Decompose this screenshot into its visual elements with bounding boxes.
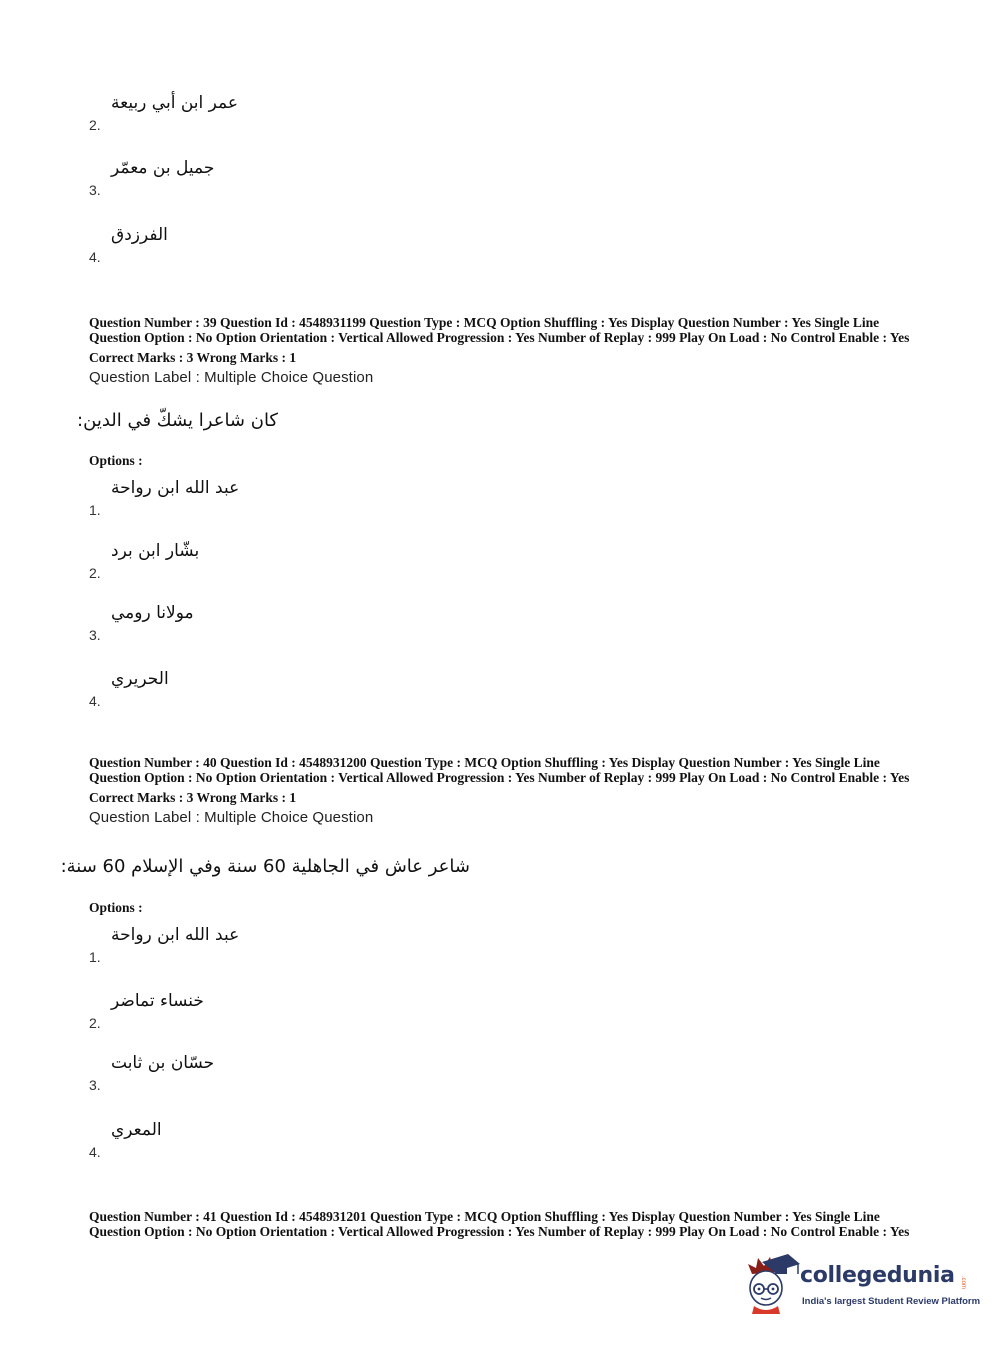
question-marks: Correct Marks : 3 Wrong Marks : 1	[89, 790, 297, 806]
option-number: 2.	[89, 565, 101, 581]
question-40-text: شاعر عاش في الجاهلية 60 سنة وفي الإسلام 60 سنة:	[60, 856, 470, 877]
question-marks: Correct Marks : 3 Wrong Marks : 1	[89, 350, 297, 366]
option-text: الحريري	[111, 669, 169, 689]
mascot-icon	[742, 1252, 802, 1314]
question-40-option-3	[89, 1053, 289, 1093]
collegedunia-logo	[742, 1252, 981, 1314]
option-text: الفرزدق	[111, 225, 168, 245]
question-label: Question Label : Multiple Choice Question	[89, 369, 374, 387]
option-number: 4.	[89, 249, 101, 265]
question-39-option-4	[89, 669, 289, 709]
option-number: 1.	[89, 949, 101, 965]
question-40-option-1	[89, 925, 289, 965]
option-text: عبد الله ابن رواحة	[111, 478, 240, 498]
options-heading: Options :	[89, 900, 143, 915]
logo-com: .com	[960, 1276, 966, 1290]
option-number: 2.	[89, 117, 101, 133]
question-40-option-4	[89, 1120, 289, 1160]
question-39-option-1	[89, 478, 289, 518]
option-text: عمر ابن أبي ربيعة	[111, 93, 238, 113]
option-text: المعري	[111, 1120, 162, 1140]
option-text: بشّار ابن برد	[111, 541, 200, 561]
question-meta: Question Number : 39 Question Id : 4548931199 Question Type : MCQ Option Shuffling : Yes Display Question Number : Yes Single Line Question Option : No Option Orientation : Vertical Allowed Progression : Yes Number of Replay : 999 Play On Load : No Control Enable : Yes	[89, 315, 910, 345]
question-meta: Question Number : 41 Question Id : 4548931201 Question Type : MCQ Option Shuffling : Yes Display Question Number : Yes Single Line Question Option : No Option Orientation : Vertical Allowed Progression : Yes Number of Replay : 999 Play On Load : No Control Enable : Yes	[89, 1209, 910, 1239]
logo-tagline: India's largest Student Review Platform	[802, 1296, 981, 1307]
logo-wordmark: collegedunia	[800, 1263, 955, 1288]
question-39-option-2	[89, 541, 289, 581]
question-39-option-3	[89, 603, 289, 643]
carryover-option-2	[89, 93, 289, 133]
question-39-text: كان شاعرا يشكّ في الدين:	[77, 410, 278, 431]
question-label: Question Label : Multiple Choice Question	[89, 809, 374, 827]
option-text: خنساء تماضر	[111, 991, 204, 1011]
option-number: 3.	[89, 182, 101, 198]
carryover-option-4	[89, 225, 289, 265]
option-text: مولانا رومي	[111, 603, 194, 623]
option-number: 4.	[89, 1144, 101, 1160]
question-40-option-2	[89, 991, 289, 1031]
option-text: جميل بن معمّر	[111, 158, 215, 178]
options-heading: Options :	[89, 453, 143, 468]
question-40-header	[89, 756, 919, 827]
option-number: 2.	[89, 1015, 101, 1031]
option-text: حسّان بن ثابت	[111, 1053, 215, 1073]
question-41-header	[89, 1210, 919, 1239]
option-number: 3.	[89, 1077, 101, 1093]
option-text: عبد الله ابن رواحة	[111, 925, 240, 945]
question-meta: Question Number : 40 Question Id : 4548931200 Question Type : MCQ Option Shuffling : Yes Display Question Number : Yes Single Line Question Option : No Option Orientation : Vertical Allowed Progression : Yes Number of Replay : 999 Play On Load : No Control Enable : Yes	[89, 755, 910, 785]
question-39-header	[89, 316, 919, 387]
option-number: 4.	[89, 693, 101, 709]
option-number: 3.	[89, 627, 101, 643]
option-number: 1.	[89, 502, 101, 518]
carryover-option-3	[89, 158, 289, 198]
